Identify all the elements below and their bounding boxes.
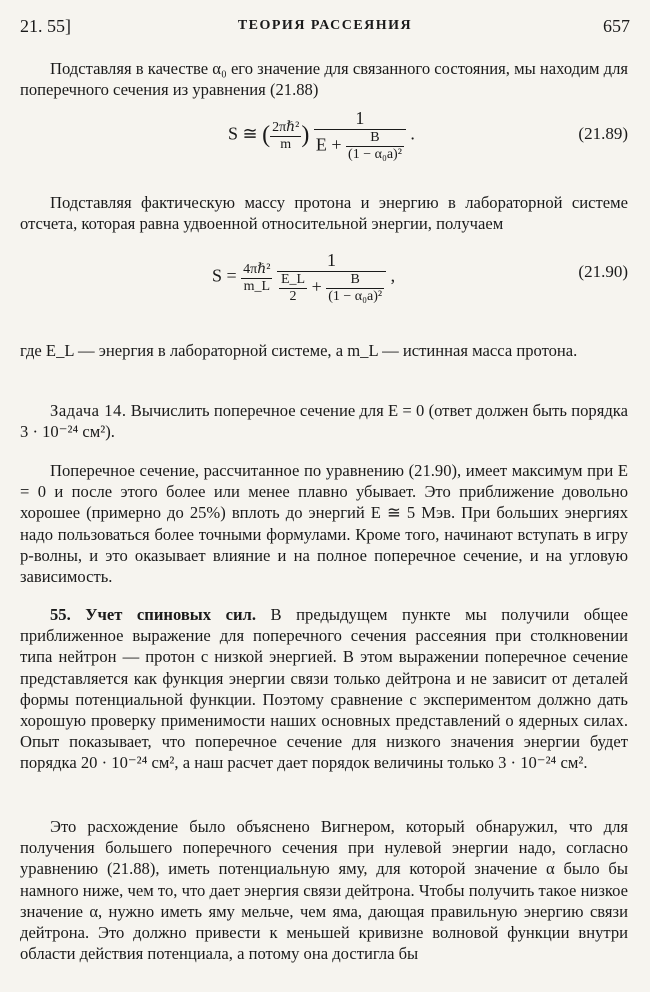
- eq90-half-den: 2: [289, 289, 297, 304]
- eq89-main-fraction: [314, 108, 406, 163]
- eq90-main-den: [277, 272, 386, 305]
- eq89-den-lead: E +: [315, 134, 342, 155]
- eq89-main-num: 1: [314, 108, 406, 130]
- eq90-prefactor-den: m_L: [243, 278, 271, 294]
- eq90-main-fraction: [277, 250, 386, 305]
- equation-21-90-body: [212, 250, 395, 305]
- task-14-paragraph: [20, 400, 628, 442]
- eq89-prefactor: [270, 119, 301, 153]
- running-head: [20, 16, 630, 42]
- task-label: Задача 14.: [50, 401, 127, 420]
- task-text: Вычислить поперечное сечение для E = 0 (ответ должен быть порядка 3 · 10⁻²⁴ см²).: [20, 401, 628, 442]
- section-55-paragraph: [20, 604, 628, 774]
- paragraph-3-text: где E_L — энергия в лабораторной системе, а m_L — истинная масса протона.: [20, 341, 578, 360]
- paragraph-3: [20, 340, 628, 361]
- eq90-inner-num: B: [326, 272, 384, 289]
- eq89-main-den: [314, 130, 406, 163]
- intro-text: Подставляя в качестве α₀ его значение для связанного состояния, мы находим для поперечного сечения из уравнения (21.88): [20, 59, 628, 100]
- eq89-number: (21.89): [578, 124, 628, 143]
- task-14: [20, 400, 628, 442]
- eq90-half-fraction: [279, 272, 307, 305]
- eq89-prefactor-num: 2πℏ²: [272, 119, 300, 135]
- eq90-trail: ,: [390, 265, 396, 286]
- eq90-inner-den: (1 − α₀a)²: [328, 289, 383, 304]
- section-55: [20, 604, 628, 774]
- section-reference: 21. 55]: [20, 16, 71, 36]
- eq90-prefactor: [241, 261, 272, 295]
- paragraph-6-text: Это расхождение было объяснено Вигнером, который обнаружил, что для получения большего поперечного сечения при нулевой энергии надо, согласно уравнению (21.88), иметь потенциальную яму, для которой значение α было бы намного ниже, чем то, что дает энергия связи дейтрона. Чтобы получить такое низкое значение α, нужно иметь яму мельче, чем яма, дающая правильную энергию связи дейтрона. Это должно привести к меньшей кривизне волновой функции внутри области действия потенциала, а потому она достигла бы: [20, 817, 628, 964]
- intro-paragraph: [20, 58, 628, 100]
- paragraph-4: [20, 460, 628, 587]
- eq89-trail: .: [410, 123, 415, 144]
- eq90-main-num: 1: [277, 250, 386, 272]
- eq90-plus: +: [311, 276, 322, 297]
- eq89-inner-den: (1 − α₀a)²: [348, 147, 402, 162]
- paragraph-2: [20, 192, 628, 234]
- eq89-inner-num: B: [346, 130, 404, 147]
- paragraph-4-text: Поперечное сечение, рассчитанное по уравнению (21.90), имеет максимум при E = 0 и после этого более или менее плавно убывает. Это приближение довольно хорошее (примерно до 25%) вплоть до энергий E ≅ 5 Мэв. При больших энергиях надо пользоваться более точными формулами. Кроме того, начинают вступать в игру p-волны, и это оказывает влияние и на полное поперечное сечение, и на угловую зависимость.: [20, 461, 628, 587]
- eq90-lhs: S =: [212, 265, 237, 286]
- eq89-inner-fraction: [346, 130, 404, 163]
- eq90-half-num: E_L: [280, 272, 306, 287]
- section-55-text: В предыдущем пункте мы получили общее приближенное выражение для поперечного сечения рассеяния при столкновении типа нейтрон — протон с низкой энергией. В этом выражении поперечное сечение представляется как функция энергии связи только дейтрона и не зависит от деталей формы потенциальной функции. Поэтому сравнение с экспериментом должно дать хорошую проверку применимости наших основных представлений о ядерных силах. Опыт показывает, что поперечное сечение для низкого значения энергии будет порядка 20 · 10⁻²⁴ см², а наш расчет дает порядок величины только 3 · 10⁻²⁴ см².: [20, 605, 628, 773]
- equation-21-89: [0, 108, 650, 170]
- section-55-heading: 55. Учет спиновых сил.: [50, 605, 256, 624]
- chapter-title: ТЕОРИЯ РАССЕЯНИЯ: [237, 18, 413, 33]
- eq89-lhs: S ≅: [228, 123, 258, 144]
- eq90-inner-fraction: [326, 272, 384, 305]
- equation-21-89-body: S ≅ ( $\frac{\text{2πℏ²}}{m}$ ) 1 E + $\frac{B}{\text{(1 − α₀a)²}}$ .: [228, 108, 415, 162]
- eq89-prefactor-den: m: [280, 136, 292, 152]
- page-number: 657: [603, 16, 630, 36]
- paragraph-2-text: Подставляя фактическую массу протона и энергию в лабораторной системе отсчета, которая равна удвоенной относительной энергии, получаем: [20, 193, 628, 234]
- eq90-number: (21.90): [578, 262, 628, 281]
- paragraph-6: [20, 816, 628, 964]
- equation-21-90: [0, 250, 650, 318]
- eq90-prefactor-num: 4πℏ²: [243, 261, 271, 277]
